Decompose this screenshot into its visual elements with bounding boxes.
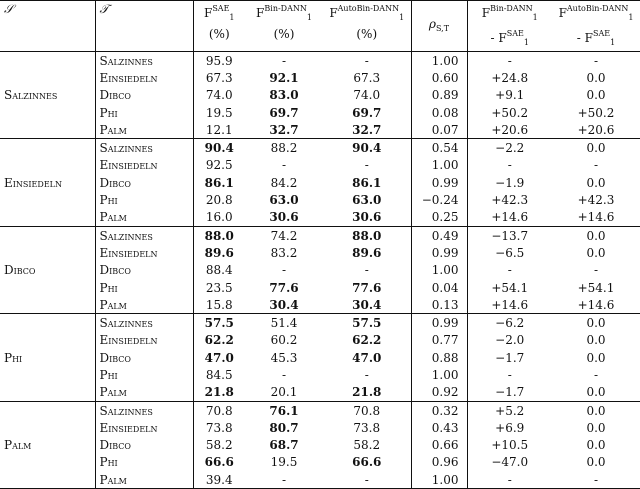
diff-autobin-dann-cell: 0.0	[586, 245, 606, 260]
target-domain: Dibco	[95, 437, 193, 454]
source-domain: Phi	[0, 314, 95, 401]
f1-bin-dann-cell: -	[281, 53, 287, 68]
diff-autobin-dann-cell: 0.0	[586, 175, 606, 190]
header-source: 𝒮	[0, 1, 95, 52]
table-row	[0, 226, 640, 244]
diff-autobin-dann-cell: +14.6	[552, 296, 640, 314]
f1-autobin-dann-cell: 88.0	[352, 228, 382, 243]
f1-sae-cell: 58.2	[193, 437, 245, 454]
f1-bin-dann-cell: 32.7	[245, 121, 323, 139]
rho-cell: 1.00	[411, 366, 467, 383]
rho-cell: 0.54	[411, 139, 467, 157]
diff-autobin-dann-cell: +42.3	[577, 193, 615, 208]
f1-sae-cell: 39.4	[193, 471, 245, 489]
f1-autobin-dann-cell: -	[364, 263, 369, 278]
diff-autobin-dann-cell: 0.0	[586, 333, 606, 348]
header-diff-auto: $F^{AutoBin-DANN}_1$ - $F^{SAE}_1$	[552, 1, 640, 52]
f1-autobin-dann-cell: 86.1	[352, 175, 382, 190]
table-row	[0, 366, 640, 383]
f1-autobin-dann-cell: 63.0	[352, 193, 382, 208]
diff-autobin-dann-cell: 0.0	[586, 316, 606, 331]
diff-bin-dann-cell: −6.5	[467, 244, 552, 261]
diff-bin-dann-cell: -	[467, 157, 552, 174]
diff-bin-dann-cell: -	[467, 262, 552, 279]
diff-autobin-dann-cell: 0.0	[586, 420, 606, 435]
f1-autobin-dann-cell: 90.4	[352, 141, 382, 156]
f1-bin-dann-cell: 83.2	[270, 245, 298, 260]
diff-bin-dann-cell: +9.1	[467, 87, 552, 104]
f1-sae-cell: 73.8	[193, 419, 245, 436]
target-domain: Palm	[95, 209, 193, 227]
target-domain: Phi	[95, 104, 193, 121]
rho-cell: 0.96	[411, 454, 467, 471]
f1-autobin-dann-cell: 66.6	[352, 455, 382, 470]
diff-bin-dann-cell: −1.9	[467, 174, 552, 191]
target-domain: Salzinnes	[95, 226, 193, 244]
f1-sae-cell: 70.8	[193, 401, 245, 419]
f1-sae-cell: 88.4	[193, 262, 245, 279]
f1-autobin-dann-cell: 74.0	[353, 88, 381, 103]
target-domain: Salzinnes	[95, 314, 193, 332]
rho-cell: 0.88	[411, 349, 467, 366]
table-row	[0, 384, 640, 402]
diff-bin-dann-cell: +10.5	[467, 437, 552, 454]
diff-bin-dann-cell: +14.6	[467, 209, 552, 227]
table-row	[0, 69, 640, 86]
diff-bin-dann-cell: +24.8	[467, 69, 552, 86]
target-domain: Dibco	[95, 262, 193, 279]
f1-autobin-dann-cell: 30.6	[323, 209, 411, 227]
f1-sae-cell: 15.8	[193, 296, 245, 314]
rho-cell: 0.25	[411, 209, 467, 227]
f1-sae-cell: 21.8	[193, 384, 245, 402]
header-row	[0, 1, 640, 52]
f1-sae-cell: 84.5	[193, 366, 245, 383]
diff-autobin-dann-cell: -	[593, 158, 599, 173]
diff-autobin-dann-cell: 0.0	[586, 141, 606, 156]
target-domain: Salzinnes	[95, 139, 193, 157]
diff-autobin-dann-cell: 0.0	[586, 70, 606, 85]
f1-autobin-dann-cell: 57.5	[352, 316, 382, 331]
table-row	[0, 314, 640, 332]
rho-cell: 1.00	[411, 262, 467, 279]
diff-autobin-dann-cell: +20.6	[552, 121, 640, 139]
f1-autobin-dann-cell: -	[323, 471, 411, 489]
diff-autobin-dann-cell: 0.0	[586, 228, 606, 243]
table-row	[0, 121, 640, 139]
diff-autobin-dann-cell: 0.0	[552, 384, 640, 402]
diff-autobin-dann-cell: 0.0	[586, 438, 606, 453]
table-row	[0, 52, 640, 70]
diff-bin-dann-cell: −2.0	[467, 332, 552, 349]
target-domain: Phi	[95, 366, 193, 383]
f1-sae-cell: 86.1	[193, 174, 245, 191]
diff-autobin-dann-cell: -	[593, 367, 599, 382]
f1-bin-dann-cell: 30.6	[245, 209, 323, 227]
header-f-bin: $F^{Bin-DANN}_1$ (%)	[245, 1, 323, 52]
diff-autobin-dann-cell: -	[593, 53, 599, 68]
table-row	[0, 139, 640, 157]
diff-bin-dann-cell: +42.3	[467, 191, 552, 208]
target-domain: Einsiedeln	[95, 332, 193, 349]
f1-autobin-dann-cell: 89.6	[352, 245, 382, 260]
rho-cell: 1.00	[411, 52, 467, 70]
table-row	[0, 401, 640, 419]
diff-bin-dann-cell: −6.2	[467, 314, 552, 332]
table-row	[0, 437, 640, 454]
target-domain: Einsiedeln	[95, 244, 193, 261]
diff-autobin-dann-cell: -	[593, 263, 599, 278]
f1-bin-dann-cell: 92.1	[269, 70, 299, 85]
f1-bin-dann-cell: 76.1	[269, 403, 299, 418]
table-row	[0, 262, 640, 279]
diff-autobin-dann-cell: 0.0	[586, 350, 606, 365]
f1-autobin-dann-cell: 32.7	[323, 121, 411, 139]
f1-sae-cell: 19.5	[193, 104, 245, 121]
f1-sae-cell: 62.2	[193, 332, 245, 349]
target-domain: Palm	[95, 121, 193, 139]
target-domain: Einsiedeln	[95, 157, 193, 174]
f1-bin-dann-cell: -	[281, 158, 287, 173]
diff-bin-dann-cell: −47.0	[467, 454, 552, 471]
source-domain: Einsiedeln	[0, 139, 95, 226]
diff-bin-dann-cell: −13.7	[467, 226, 552, 244]
rho-cell: 1.00	[411, 157, 467, 174]
diff-bin-dann-cell: +54.1	[467, 279, 552, 296]
target-domain: Einsiedeln	[95, 419, 193, 436]
f1-sae-cell: 66.6	[193, 454, 245, 471]
target-domain: Phi	[95, 454, 193, 471]
f1-bin-dann-cell: 80.7	[269, 420, 299, 435]
f1-autobin-dann-cell: 30.4	[323, 296, 411, 314]
rho-cell: 0.89	[411, 87, 467, 104]
f1-bin-dann-cell: 83.0	[269, 88, 299, 103]
f1-sae-cell: 23.5	[193, 279, 245, 296]
rho-cell: 1.00	[411, 471, 467, 489]
rho-cell: 0.08	[411, 104, 467, 121]
rho-cell: 0.66	[411, 437, 467, 454]
target-domain: Palm	[95, 296, 193, 314]
table-row	[0, 471, 640, 489]
target-domain: Dibco	[95, 87, 193, 104]
header-target: 𝒯	[95, 1, 193, 52]
f1-autobin-dann-cell: 70.8	[353, 403, 381, 418]
table-row	[0, 157, 640, 174]
header-rho: $\rho_{S,T}$	[411, 1, 467, 52]
f1-bin-dann-cell: 74.2	[270, 228, 298, 243]
target-domain: Palm	[95, 384, 193, 402]
diff-bin-dann-cell: -	[467, 471, 552, 489]
f1-bin-dann-cell: 68.7	[269, 438, 299, 453]
target-domain: Phi	[95, 279, 193, 296]
rho-cell: 0.92	[411, 384, 467, 402]
target-domain: Phi	[95, 191, 193, 208]
rho-cell: 0.77	[411, 332, 467, 349]
header-f-sae: $F^{SAE}_1$ (%)	[193, 1, 245, 52]
f1-autobin-dann-cell: 62.2	[352, 333, 382, 348]
table-row	[0, 296, 640, 314]
diff-bin-dann-cell: −2.2	[467, 139, 552, 157]
diff-autobin-dann-cell: +54.1	[577, 280, 615, 295]
f1-bin-dann-cell: 19.5	[270, 455, 298, 470]
table-row	[0, 349, 640, 366]
table-row	[0, 87, 640, 104]
f1-sae-cell: 89.6	[193, 244, 245, 261]
f1-sae-cell: 88.0	[193, 226, 245, 244]
diff-bin-dann-cell: −1.7	[467, 384, 552, 402]
target-domain: Salzinnes	[95, 401, 193, 419]
f1-bin-dann-cell: 20.1	[245, 384, 323, 402]
rho-cell: 0.99	[411, 244, 467, 261]
source-domain: Palm	[0, 401, 95, 488]
diff-bin-dann-cell: -	[467, 52, 552, 70]
f1-bin-dann-cell: -	[245, 471, 323, 489]
f1-autobin-dann-cell: 21.8	[323, 384, 411, 402]
table-row	[0, 104, 640, 121]
f1-bin-dann-cell: 84.2	[270, 175, 298, 190]
diff-bin-dann-cell: +6.9	[467, 419, 552, 436]
f1-bin-dann-cell: 63.0	[269, 193, 299, 208]
f1-autobin-dann-cell: -	[364, 158, 369, 173]
diff-bin-dann-cell: -	[467, 366, 552, 383]
f1-autobin-dann-cell: 58.2	[353, 438, 381, 453]
f1-sae-cell: 47.0	[193, 349, 245, 366]
rho-cell: 0.99	[411, 174, 467, 191]
rho-cell: −0.24	[411, 191, 467, 208]
rho-cell: 0.60	[411, 69, 467, 86]
table-row	[0, 244, 640, 261]
table-row	[0, 332, 640, 349]
diff-autobin-dann-cell: 0.0	[586, 88, 606, 103]
f1-sae-cell: 74.0	[193, 87, 245, 104]
table-row	[0, 191, 640, 208]
f1-autobin-dann-cell: 77.6	[352, 280, 382, 295]
table-row	[0, 419, 640, 436]
header-f-auto: $F^{AutoBin-DANN}_1$ (%)	[323, 1, 411, 52]
diff-bin-dann-cell: +5.2	[467, 401, 552, 419]
f1-autobin-dann-cell: 69.7	[352, 105, 382, 120]
target-domain: Salzinnes	[95, 52, 193, 70]
target-domain: Dibco	[95, 349, 193, 366]
rho-cell: 0.07	[411, 121, 467, 139]
f1-autobin-dann-cell: -	[364, 53, 369, 68]
rho-cell: 0.43	[411, 419, 467, 436]
rho-cell: 0.13	[411, 296, 467, 314]
table-row	[0, 454, 640, 471]
diff-autobin-dann-cell: +14.6	[552, 209, 640, 227]
table-body	[0, 52, 640, 489]
f1-sae-cell: 57.5	[193, 314, 245, 332]
target-domain: Einsiedeln	[95, 69, 193, 86]
target-domain: Dibco	[95, 174, 193, 191]
rho-cell: 0.49	[411, 226, 467, 244]
f1-bin-dann-cell: 88.2	[270, 141, 298, 156]
f1-sae-cell: 16.0	[193, 209, 245, 227]
f1-bin-dann-cell: 45.3	[270, 350, 298, 365]
source-domain: Salzinnes	[0, 52, 95, 139]
table-row	[0, 279, 640, 296]
diff-autobin-dann-cell: +50.2	[577, 105, 615, 120]
f1-autobin-dann-cell: 47.0	[352, 350, 382, 365]
diff-autobin-dann-cell: 0.0	[586, 403, 606, 418]
f1-bin-dann-cell: 30.4	[245, 296, 323, 314]
f1-autobin-dann-cell: 67.3	[353, 70, 381, 85]
f1-bin-dann-cell: 51.4	[270, 316, 298, 331]
f1-bin-dann-cell: -	[281, 367, 287, 382]
source-domain: Dibco	[0, 226, 95, 313]
table-row	[0, 209, 640, 227]
f1-autobin-dann-cell: -	[364, 367, 369, 382]
diff-bin-dann-cell: +14.6	[467, 296, 552, 314]
table-row	[0, 174, 640, 191]
f1-bin-dann-cell: 69.7	[269, 105, 299, 120]
header-diff-bin: $F^{Bin-DANN}_1$ - $F^{SAE}_1$	[467, 1, 552, 52]
diff-bin-dann-cell: +20.6	[467, 121, 552, 139]
f1-bin-dann-cell: -	[281, 263, 287, 278]
f1-sae-cell: 67.3	[193, 69, 245, 86]
rho-cell: 0.04	[411, 279, 467, 296]
f1-autobin-dann-cell: 73.8	[353, 420, 381, 435]
f1-sae-cell: 12.1	[193, 121, 245, 139]
f1-sae-cell: 20.8	[193, 191, 245, 208]
rho-cell: 0.99	[411, 314, 467, 332]
f1-sae-cell: 90.4	[193, 139, 245, 157]
f1-sae-cell: 95.9	[193, 52, 245, 70]
target-domain: Palm	[95, 471, 193, 489]
diff-autobin-dann-cell: 0.0	[586, 455, 606, 470]
f1-bin-dann-cell: 60.2	[270, 333, 298, 348]
diff-bin-dann-cell: −1.7	[467, 349, 552, 366]
diff-autobin-dann-cell: -	[552, 471, 640, 489]
f1-bin-dann-cell: 77.6	[269, 280, 299, 295]
diff-bin-dann-cell: +50.2	[467, 104, 552, 121]
rho-cell: 0.32	[411, 401, 467, 419]
f1-sae-cell: 92.5	[193, 157, 245, 174]
